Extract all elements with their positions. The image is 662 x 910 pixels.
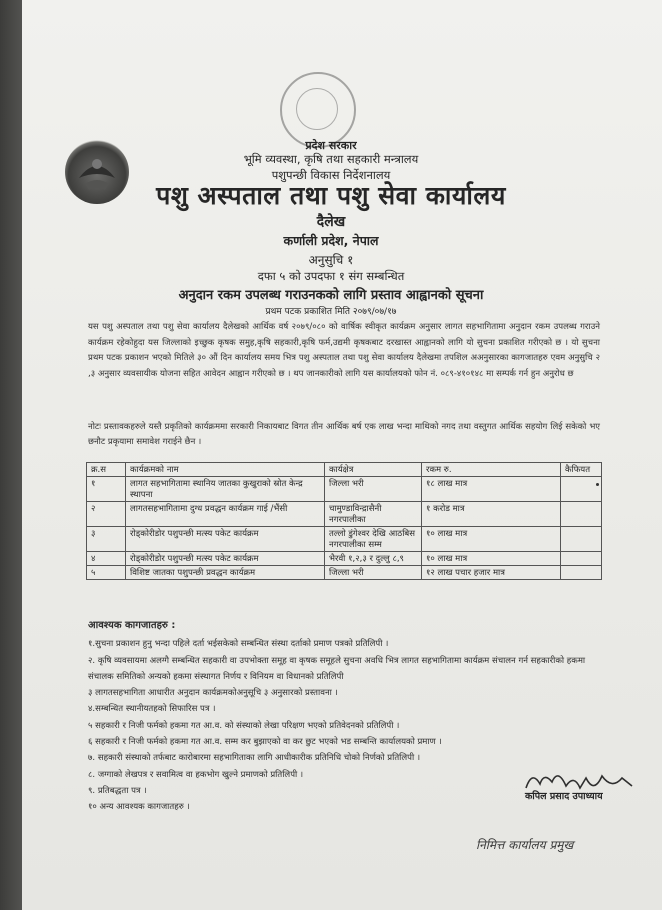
cell-area: तल्लो डुंगेश्वर देखि आठबिस नगरपालीका सम्म (325, 527, 422, 552)
signer-name: कपिल प्रसाद उपाध्याय (525, 791, 603, 802)
cell-area: जिल्ला भरी (325, 566, 422, 580)
list-item: २. कृषि व्यवसायमा अलग्गै सम्बन्धित सहकारी वा उपभोक्ता समूह वा कृषक समूहले सुचना अवधि भित्र लागत सहभागितामा कार्यक्रम संचालन गर्न सहकारीको हकमा संचालक समितिको अन्यको हकमा संस्थागत निर्णय र विनियम वा विधानको प्रतिलिपी (88, 655, 586, 682)
cell-sn: ४ (87, 552, 126, 566)
cell-program: लागतसहभागितामा दुग्ध प्रवद्धन कार्यक्रम गाई /भैंसी (126, 502, 325, 527)
schedule-label: अनुसुचि १ (308, 253, 354, 267)
list-item: ५ सहकारी र निजी फर्मको हकमा गत आ.व. को संस्थाको लेखा परिक्षण भएको प्रतिवेदनको प्रतिलिपी । (88, 720, 400, 731)
cell-sn: १ (87, 477, 126, 502)
office-title: पशु अस्पताल तथा पशु सेवा कार्यालय (156, 181, 506, 210)
cell-sn: ३ (87, 527, 126, 552)
cell-remarks (561, 552, 602, 566)
list-item: ३ लागतसहभागिता आधारीत अनुदान कार्यक्रमकोअनुसूचि ३ अनुसारको प्रस्तावना । (88, 688, 338, 699)
cell-area: भैरवी १,२,३ र दुल्लु ८,९ (325, 552, 422, 566)
province-name: कर्णाली प्रदेश, नेपाल (283, 233, 379, 248)
notice-title: अनुदान रकम उपलब्ध गराउनकको लागि प्रस्ताव आह्वानको सूचना (178, 288, 484, 303)
cell-remarks (561, 527, 602, 552)
cell-program: रोड्कोरीडोर पशुपन्छी मत्स्य पकेट कार्यक्रम (126, 552, 325, 566)
list-item: ९. प्रतिबद्धता पत्र । (88, 785, 147, 796)
notice-note: नोटः प्रस्तावकहरुले यस्तै प्रकृतिको कार्यक्रममा सरकारी निकायबाट विगत तीन आर्थिक बर्ष एक लाख भन्दा माथिको नगद तथा वस्तुगत आर्थिक सहयोग लिई सकेको भए छनौट प्रकृयामा समावेश गराईने छैन । (88, 422, 600, 447)
cell-area: जिल्ला भरी (325, 477, 422, 502)
program-table (86, 462, 602, 580)
cell-amount: १ करोड मात्र (422, 502, 561, 527)
cell-sn: २ (87, 502, 126, 527)
column-header-remarks: कैफियत (561, 463, 602, 477)
table-row (87, 502, 602, 527)
table-row (87, 566, 602, 580)
table-row (87, 477, 602, 502)
list-item: १० अन्य आवश्यक कागजातहरु । (88, 802, 190, 813)
ministry-name: भूमि व्यवस्था, कृषि तथा सहकारी मन्त्रालय (243, 152, 419, 166)
documents-heading: आवश्यक कागजातहरु : (88, 620, 176, 631)
government-label: प्रदेश सरकार (305, 139, 357, 152)
directorate-name: पशुपन्छी विकास निर्देशनालय (271, 168, 391, 182)
column-header-amount: रकम रु. (422, 463, 561, 477)
table-row (87, 552, 602, 566)
cell-remarks (561, 566, 602, 580)
list-item: ४.सम्बन्धित स्थानीयतहको सिफारिस पत्र । (88, 704, 216, 715)
table-header-row (87, 463, 602, 477)
cell-area: चामुण्डाविन्द्रासैनी नगरपालीका (325, 502, 422, 527)
cell-amount: १२ लाख पचार हजार मात्र (422, 566, 561, 580)
cell-program: रोड्कोरीडोर पशुपन्छी मत्स्य पकेट कार्यक्रम (126, 527, 325, 552)
list-item: ७. सहकारी संस्थाको तर्फबाट कारोबारमा सहभागिताका लागि आधीकारीक प्रतिनिधि चोको निर्णको प्रतिलिपी । (88, 753, 421, 764)
ink-mark (596, 483, 599, 486)
clause-reference: दफा ५ को उपदफा १ संग सम्बन्धित (257, 269, 405, 283)
column-header-program: कार्यक्रमको नाम (126, 463, 325, 477)
cell-amount: १० लाख मात्र (422, 527, 561, 552)
list-item: ८. जग्गाको लेखपत्र र सवामित्व वा हकभोग खुल्ने प्रमाणको प्रतिलिपी । (88, 769, 304, 780)
cell-remarks (561, 477, 602, 502)
notice-paragraph: यस पशु अस्पताल तथा पशु सेवा कार्यालय दैलेखको आर्थिक वर्ष २०७९/०८० को वार्षिक स्वीकृत कार्यक्रम अनुसार लागत सहभागितामा अनुदान रकम उपलब्ध गराउने कार्यक्रम रहेकोहुदा यस जिल्लाको इच्छुक कृषक समुह,कृषि सहकारी,कृषि फर्म,उद्यमी कृषकबाट दरखास्त आह्वानको लागि यो सुचना प्रकाशित गरीएको छ । यो सुचना प्रथम पटक प्रकाशन भएको मितिले ३० औं दिन कार्यालय समय भित्र पशु अस्पताल तथा पशु सेवा कार्यालय दैलेखमा तपशिल अअनुसारका कागजातहरु एवम अनुसुचि २ ,३ अनुसार व्यवसायीक योजना सहित आवेदन आह्वान गरीएको छ । थप जानकारीको लागि यस कार्यालयको फोन नं. ०८९-४१०१४८ मा सम्पर्क गर्न हुन अनुरोध छ (88, 322, 600, 379)
cell-amount: १८ लाख मात्र (422, 477, 561, 502)
list-item: १.सुचना प्रकाशन हुनु भन्दा पहिले दर्ता भईसकेको सम्बन्धित संस्था दर्ताको प्रमाण पत्रको प्रतिलिपी । (88, 639, 389, 650)
cell-sn: ५ (87, 566, 126, 580)
district-name: दैलेख (316, 214, 346, 230)
cell-remarks (561, 502, 602, 527)
cell-program: लागत सहभागितामा स्थानिय जातका कुखुराको स्रोत केन्द्र स्थापना (126, 477, 325, 502)
publish-date: प्रथम पटक प्रकाशित मिति २०७९/०७/१७ (265, 307, 397, 317)
cell-program: विशिष्ट जातका पशुपन्छी प्रवद्धन कार्यक्रम (126, 566, 325, 580)
list-item: ६ सहकारी र निजी फर्मको हकमा गत आ.व. सम्म कर बुझाएको वा कर छुट भएको भड सम्बन्ति कार्यालयको प्रमाण । (88, 737, 442, 748)
table-row (87, 527, 602, 552)
signoff-title: निमित्त कार्यालय प्रमुख (476, 838, 574, 852)
official-stamp (280, 72, 356, 148)
column-header-area: कार्यक्षेत्र (325, 463, 422, 477)
cell-amount: १० लाख मात्र (422, 552, 561, 566)
column-header-sn: क्र.स (87, 463, 126, 477)
